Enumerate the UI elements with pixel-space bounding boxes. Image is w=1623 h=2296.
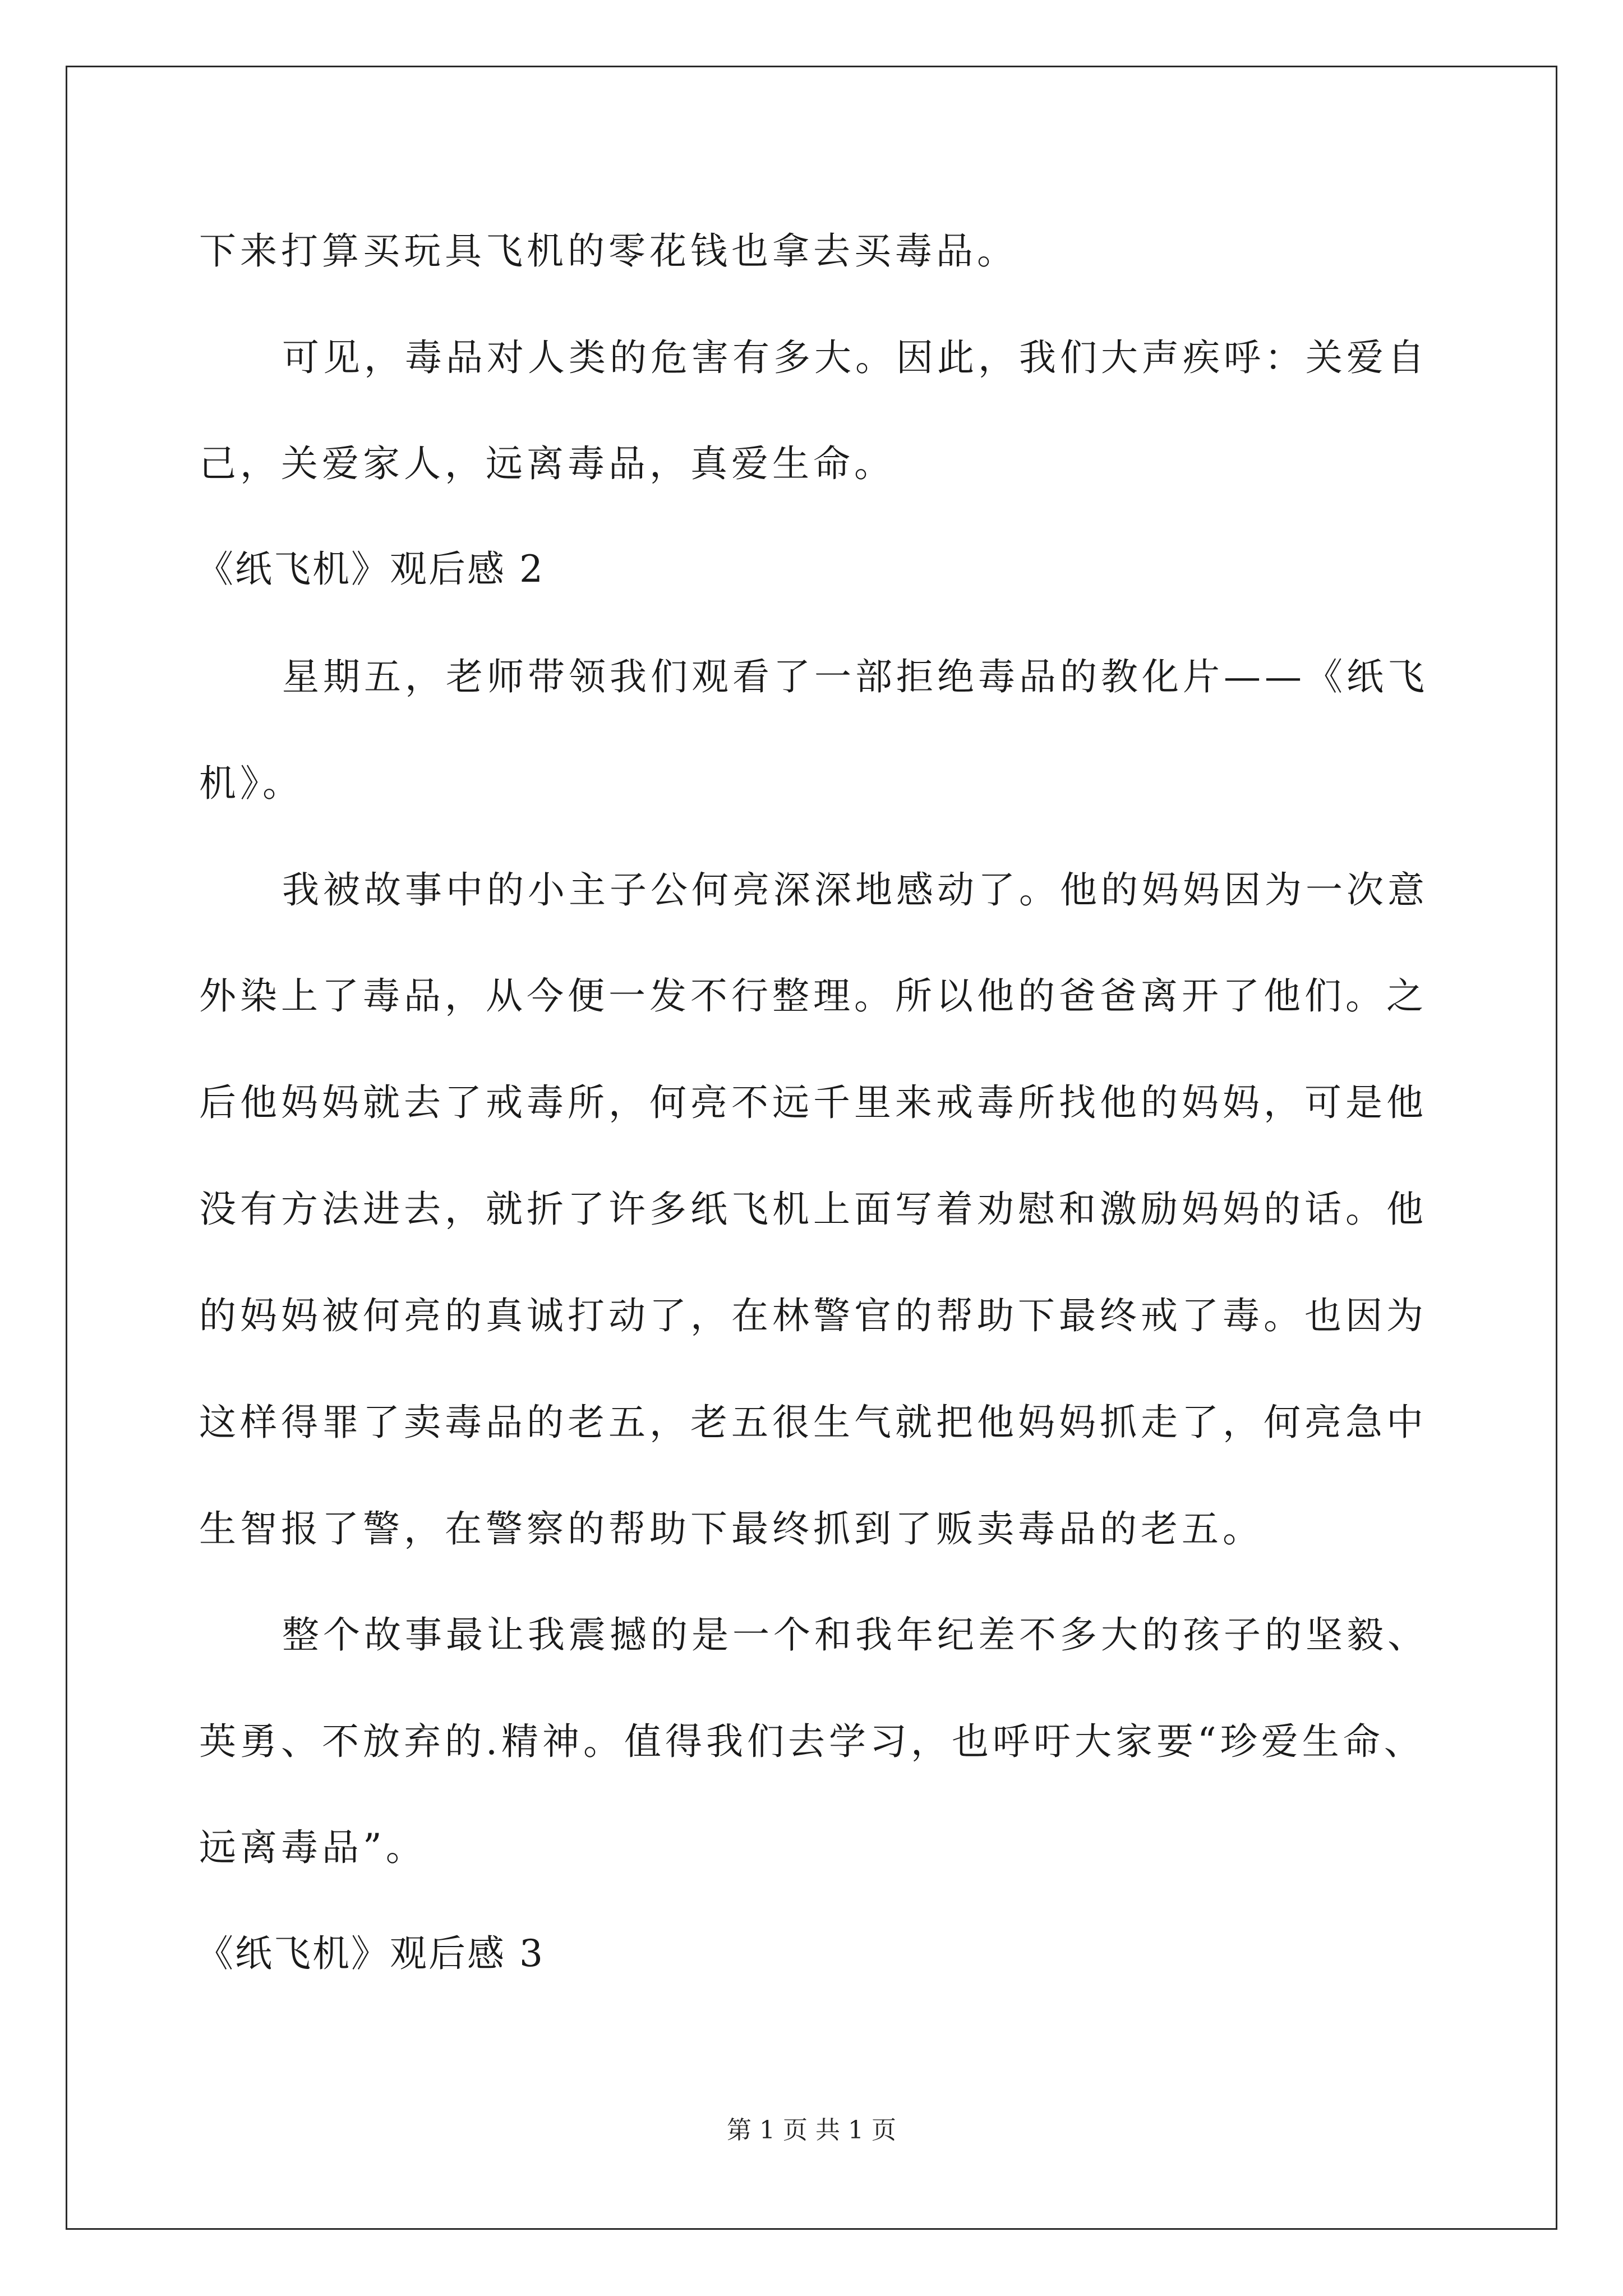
text-line: 星期五，老师带领我们观看了一部拒绝毒品的教化片——《纸飞 bbox=[282, 655, 1428, 698]
text-line: 后他妈妈就去了戒毒所，何亮不远千里来戒毒所找他的妈妈，可是他 bbox=[199, 1081, 1427, 1124]
text-line: 英勇、不放弃的.精神。值得我们去学习，也呼吁大家要“珍爱生命、 bbox=[199, 1720, 1425, 1763]
page-border bbox=[66, 66, 1557, 2230]
text-line: 的妈妈被何亮的真诚打动了，在林警官的帮助下最终戒了毒。也因为 bbox=[199, 1294, 1427, 1337]
text-line: 生智报了警，在警察的帮助下最终抓到了贩卖毒品的老五。 bbox=[199, 1507, 1264, 1550]
text-line: 这样得罪了卖毒品的老五，老五很生气就把他妈妈抓走了，何亮急中 bbox=[199, 1401, 1427, 1444]
page-footer: 第 1 页 共 1 页 bbox=[727, 2116, 896, 2145]
text-line: 可见，毒品对人类的危害有多大。因此，我们大声疾呼：关爱自 bbox=[282, 336, 1428, 379]
text-line: 没有方法进去，就折了许多纸飞机上面写着劝慰和激励妈妈的话。他 bbox=[199, 1188, 1427, 1231]
section-heading: 《纸飞机》观后感 3 bbox=[196, 1932, 545, 1975]
text-line: 下来打算买玩具飞机的零花钱也拿去买毒品。 bbox=[199, 229, 1018, 273]
text-line: 机》。 bbox=[199, 762, 303, 805]
section-heading: 《纸飞机》观后感 2 bbox=[196, 547, 545, 591]
text-line: 整个故事最让我震撼的是一个和我年纪差不多大的孩子的坚毅、 bbox=[282, 1613, 1428, 1657]
text-line: 我被故事中的小主子公何亮深深地感动了。他的妈妈因为一次意 bbox=[282, 868, 1428, 912]
text-line: 远离毒品”。 bbox=[199, 1826, 427, 1869]
text-line: 己，关爱家人，远离毒品，真爱生命。 bbox=[199, 442, 895, 485]
text-line: 外染上了毒品，从今便一发不行整理。所以他的爸爸离开了他们。之 bbox=[199, 974, 1427, 1018]
